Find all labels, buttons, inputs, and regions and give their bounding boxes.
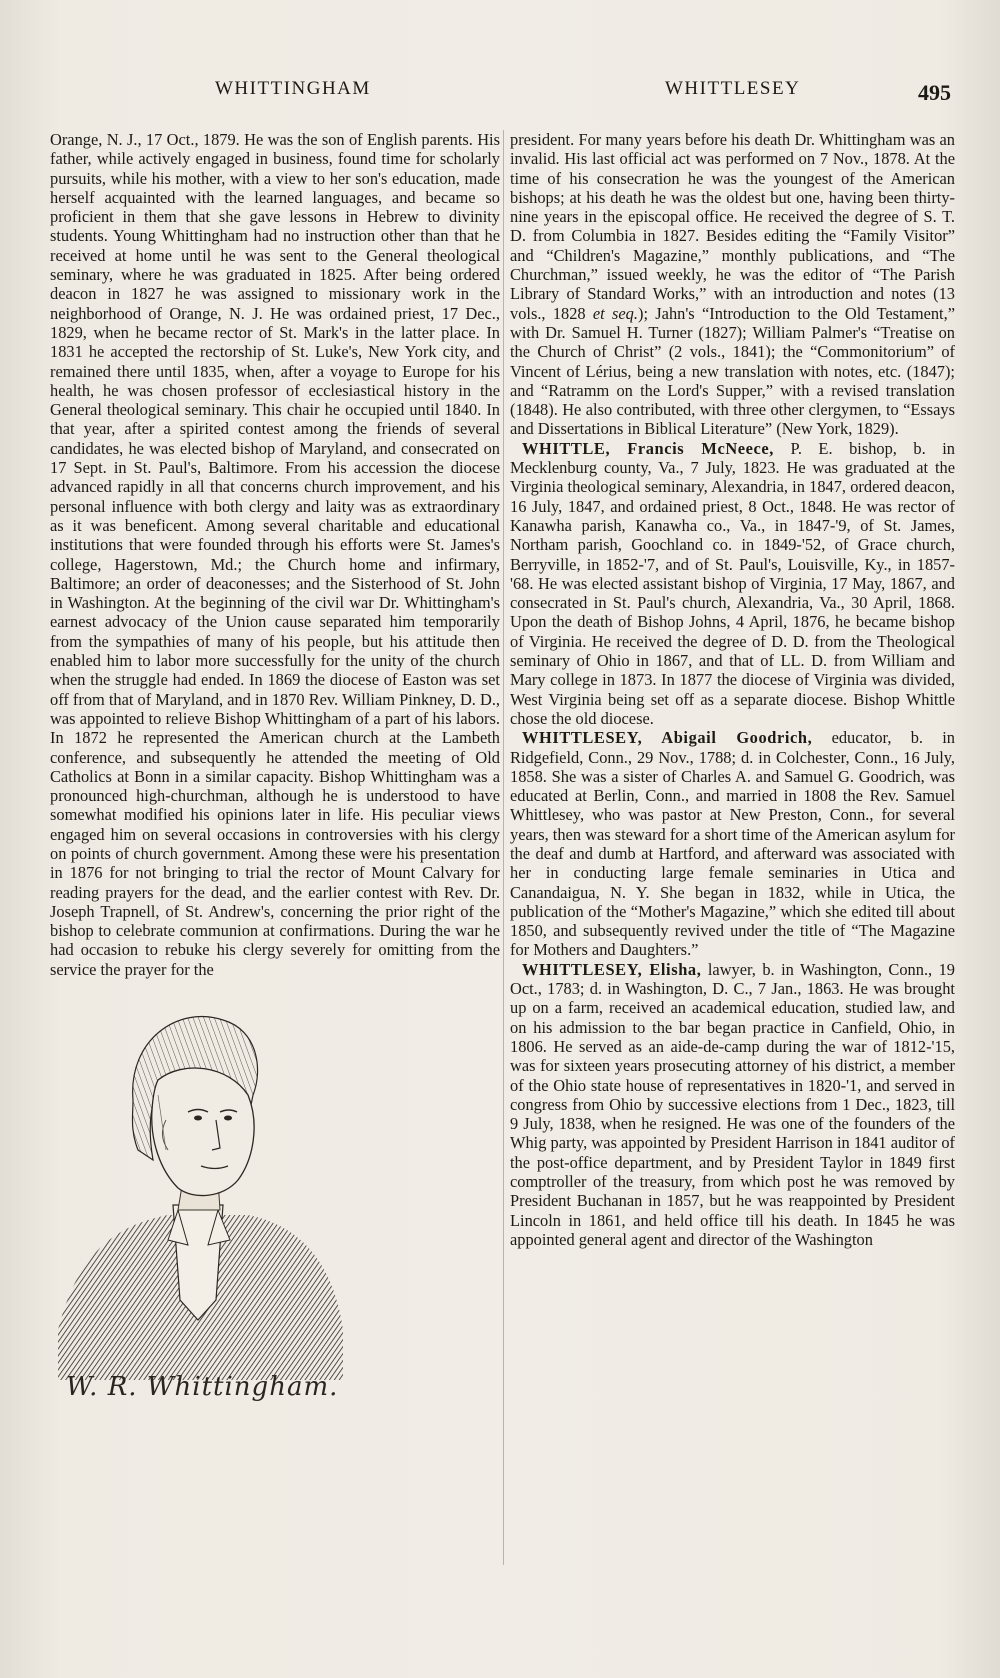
whittlesey-elisha-body: lawyer, b. in Washington, Conn., 19 Oct., 1783; d. in Washington, D. C., 7 Jan., 1863. He was brought up on a farm, received an academical education, studied law, and on his admission to the bar began practice in Canfield, Ohio, in 1806. He served as an aide-de-camp during the war of 1812-'15, was for sixteen years prosecuting attorney of his district, a member of the Ohio state house of representatives in 1820-'1, and served in congress from Ohio by successive elections from 1 Dec., 1823, till 9 July, 1838, when he resigned. He was one of the founders of the Whig party, was appointed by President Harrison in 1841 auditor of the post-office department, and by President Taylor in 1849 first comptroller of the treasury, from which post he was removed by President Buchanan in 1857, but he was reappointed by President Lincoln in 1861, and held office till his death. In 1845 he was appointed general agent and director of the Washington (510, 959, 955, 1249)
whittle-headword: WHITTLE, Francis McNeece, (522, 438, 774, 458)
whittingham-cont-text: president. For many years before his death Dr. Whittingham was an invalid. His last official act was performed on 7 Nov., 1878. At the time of his consecration he was the youngest of the American bishops; at his death he was the oldest but one, having been thirty-nine years in the episcopal office. He received the degree of S. T. D. from Columbia in 1827. Besides editing the “Family Visitor” and “Children's Magazine,” monthly publications, and “The Churchman,” issued weekly, he was the editor of “The Parish Library of Standard Works,” with an introduction and notes (13 vols., (510, 130, 955, 323)
whittlesey-abigail-entry (510, 728, 955, 960)
whittlesey-abigail-headword: WHITTLESEY, Abigail Goodrich, (522, 728, 813, 748)
running-head-right: WHITTLESEY (665, 78, 801, 99)
year-1828: 1828 (552, 303, 586, 323)
portrait-engraving-svg (48, 1000, 348, 1400)
running-head-left: WHITTINGHAM (215, 78, 371, 99)
portrait-figure (48, 1000, 348, 1430)
page-number: 495 (918, 80, 951, 105)
whittingham-continuation (510, 130, 955, 439)
right-column (510, 130, 955, 1249)
whittlesey-elisha-headword: WHITTLESEY, Elisha, (522, 959, 702, 979)
column-divider (503, 130, 504, 1565)
whittlesey-elisha-entry (510, 960, 955, 1249)
whittingham-cont-text-2: ); Jahn's “Introduction to the Old Testament,” with Dr. Samuel H. Turner (1827); William Palmer's “Treatise on the Church of Christ” (2 vols., 1841); the “Commonitorium” of Vincent of Lérius, being a new translation with notes, etc. (1847); and “Ratramm on the Lord's Supper,” with a revised translation (1848). He also contributed, with three other clergymen, to “Essays and Dissertations in Biblical Literature” (New York, 1829). (510, 303, 955, 439)
whittle-body: P. E. bishop, b. in Mecklenburg county, Va., 7 July, 1823. He was graduated at the Virginia theological seminary, Alexandria, in 1847, ordered deacon, 16 July, 1847, and ordained priest, 8 Oct., 1848. He was rector of Kanawha parish, Kanawha co., Va., in 1847-'9, of St. James, Northam parish, Goochland co. in 1849-'52, of Grace church, Berryville, in 1852-'7, and of St. Paul's, Louisville, Ky., in 1857-'68. He was elected assistant bishop of Virginia, 17 May, 1867, and consecrated in St. Paul's church, Alexandria, Va., 30 April, 1868. Upon the death of Bishop Johns, 4 April, 1876, he became bishop of Virginia. He received the degree of D. D. from the Theological seminary of Ohio in 1867, and that of LL. D. from William and Mary college in 1873. In 1877 the diocese of Virginia was divided, West Virginia being set off as a separate diocese. Bishop Whittle chose the old diocese. (510, 438, 955, 728)
left-column (50, 130, 500, 979)
whittle-entry (510, 439, 955, 728)
signature: W. R. Whittingham. (66, 1372, 339, 1402)
left-column-body: Orange, N. J., 17 Oct., 1879. He was the son of English parents. His father, while actively engaged in business, found time for scholarly pursuits, while his mother, with a view to her son's education, made herself acquainted with the learned languages, and became so proficient in them that she gave lessons in Hebrew to divinity students. Young Whittingham had no instruction other than that he received at home until he was sent to the General theological seminary, where he was graduated in 1825. After being ordered deacon in 1827 he was assigned to missionary work in the neighborhood of Orange, N. J. He was ordained priest, 17 Dec., 1829, when he became rector of St. Mark's in the latter place. In 1831 he accepted the rectorship of St. Luke's, New York city, and remained there until 1835, when, after a voyage to Europe for his health, he was chosen professor of ecclesiastical history in the General theological seminary. This chair he occupied until 1840. In that year, after a spirited contest among the friends of several candidates, he was elected bishop of Maryland, and consecrated on 17 Sept. in St. Paul's, Baltimore. From his accession the diocese advanced rapidly in all that concerns church improvement, and his personal influence with both clergy and laity was as extraordinary as it was beneficent. Among several charitable and educational institutions that were founded through his efforts were St. James's college, Hagerstown, Md.; the Church home and infirmary, Baltimore; an order of deaconesses; and the Sisterhood of St. John in Washington. At the beginning of the civil war Dr. Whittingham's earnest advocacy of the Union cause separated him temporarily from the sympathies of many of his people, but his attitude then enabled him to labor more successfully for the unity of the church when the struggle had ended. In 1869 the diocese of Easton was set off from that of Maryland, and in 1870 Rev. William Pinkney, D. D., was appointed to relieve Bishop Whittingham of a part of his labors. In 1872 he represented the American church at the Lambeth conference, and subsequently he attended the meeting of Old Catholics at Bonn in a similar capacity. Bishop Whittingham was a pronounced high-churchman, although he is understood to have somewhat modified his opinions later in life. His peculiar views engaged him on several occasions in controversies with his clergy on points of church government. Among these were his presentation in 1876 for not bringing to trial the rector of Mount Calvary for reading prayers for the dead, and the earlier contest with Rev. Dr. Joseph Trapnell, of St. Andrew's, concerning the prior right of the bishop to celebrate communion at confirmations. During the war he had occasion to rebuke his clergy severely for omitting from the service the prayer for the (50, 130, 501, 979)
et-seq: et seq. (592, 303, 638, 323)
whittlesey-abigail-body: educator, b. in Ridgefield, Conn., 29 Nov., 1788; d. in Colchester, Conn., 16 July, 1858. She was a sister of Charles A. and Samuel G. Goodrich, was educated at Berlin, Conn., and married in 1808 the Rev. Samuel Whittlesey, who was pastor at New Preston, Conn., for several years, then was steward for a short time of the American asylum for the deaf and dumb at Hartford, and afterward was associated with her in conducting large female seminaries in Utica and Canandaigua, N. Y. She began in 1832, while in Utica, the publication of the “Mother's Magazine,” which she edited till about 1850, and subsequently revived under the title of “The Magazine for Mothers and Daughters.” (510, 728, 955, 960)
whittingham-entry-text (50, 130, 500, 979)
